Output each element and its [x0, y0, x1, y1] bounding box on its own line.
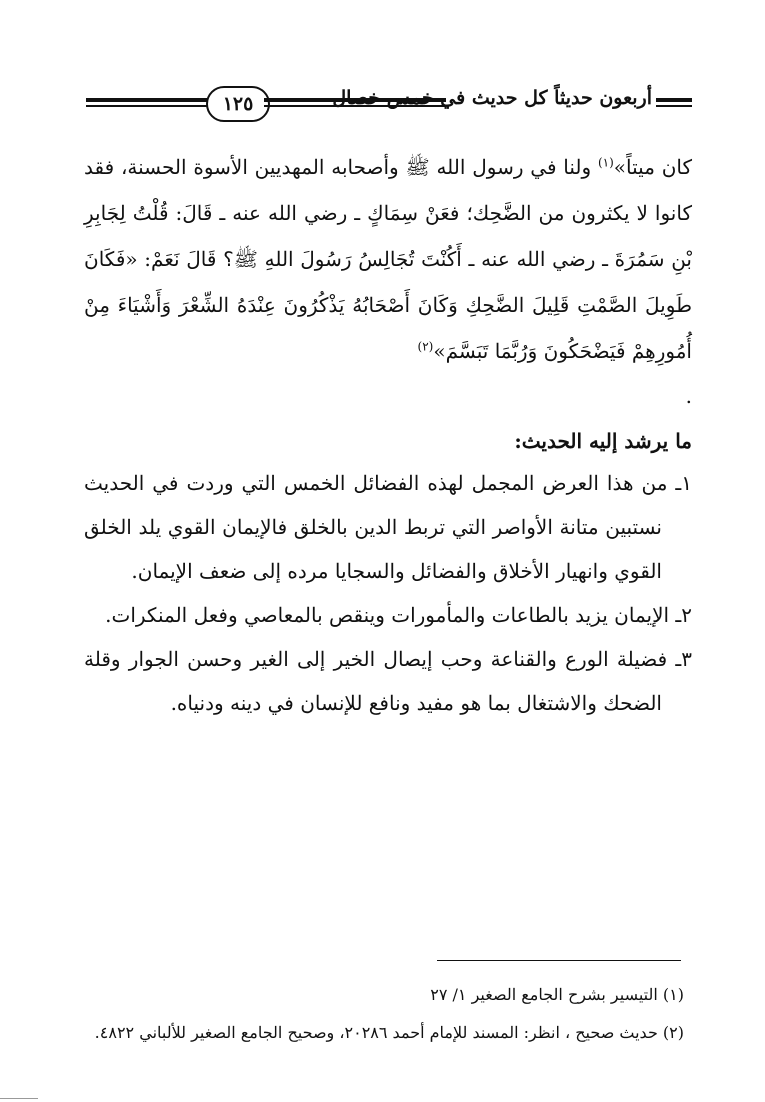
- header-rule: [86, 98, 208, 102]
- intro-text: كان ميتاً»: [613, 155, 692, 179]
- hadith-paragraph: [84, 144, 692, 374]
- page-number: ١٢٥: [206, 86, 270, 122]
- footnotes: [84, 976, 684, 1052]
- hadith-text: ولنا في رسول الله ﷺ وأصحابه المهديين الأسوة الحسنة، فقد كانوا لا يكثرون من الضَّحِك؛ فعَنْ سِمَاكٍ ـ رضي الله عنه ـ قَالَ: قُلْتُ لِجَابِرِ بْنِ سَمُرَةَ ـ رضي الله عنه ـ أَكُنْتَ تُجَالِسُ رَسُولَ اللهِ ﷺ؟ قَالَ نَعَمْ: «فَكَانَ طَوِيلَ الصَّمْتِ قَلِيلَ الضَّحِكِ وَكَانَ أَصْحَابُهُ يَذْكُرُونَ عِنْدَهُ الشِّعْرَ وَأَشْيَاءَ مِنْ أُمُورِهِمْ فَيَضْحَكُونَ وَرُبَّمَا تَبَسَّمَ»: [84, 155, 692, 363]
- footnote-separator: [437, 960, 681, 961]
- header-rule: [656, 105, 692, 107]
- running-title: أربعون حديثاً كل حديث في خمس خصال: [332, 87, 652, 109]
- header-rule: [86, 105, 208, 107]
- guidance-item: ١ـ من هذا العرض المجمل لهذه الفضائل الخمس التي وردت في الحديث نستبين متانة الأواصر التي تربط الدين بالخلق فالإيمان القوي يلد الخلق القوي وانهيار الأخلاق والفضائل والسجايا مرده إلى ضعف الإيمان.: [84, 471, 692, 583]
- footnote-2: (٢) حديث صحيح ، انظر: المسند للإمام أحمد ٢٠٢٨٦، وصحيح الجامع الصغير للألباني ٤٨٢٢.: [94, 1023, 684, 1042]
- page-content: [84, 144, 692, 725]
- running-header: [80, 84, 692, 124]
- end-mark: .: [685, 384, 692, 408]
- section-heading: ما يرشد إليه الحديث:: [514, 429, 692, 453]
- footnote-ref-1: (١): [597, 155, 614, 170]
- guidance-item: ٢ـ الإيمان يزيد بالطاعات والمأمورات وينقص بالمعاصي وفعل المنكرات.: [105, 603, 692, 627]
- guidance-item: ٣ـ فضيلة الورع والقناعة وحب إيصال الخير إلى الغير وحسن الجوار وقلة الضحك والاشتغال بما هو مفيد ونافع للإنسان في دينه ودنياه.: [84, 647, 692, 715]
- header-rule: [656, 98, 692, 102]
- footnote-ref-2: (٢): [417, 339, 434, 354]
- scan-edge-mark: [0, 1098, 38, 1099]
- footnote-1: (١) التيسير بشرح الجامع الصغير ١/ ٢٧: [430, 985, 684, 1004]
